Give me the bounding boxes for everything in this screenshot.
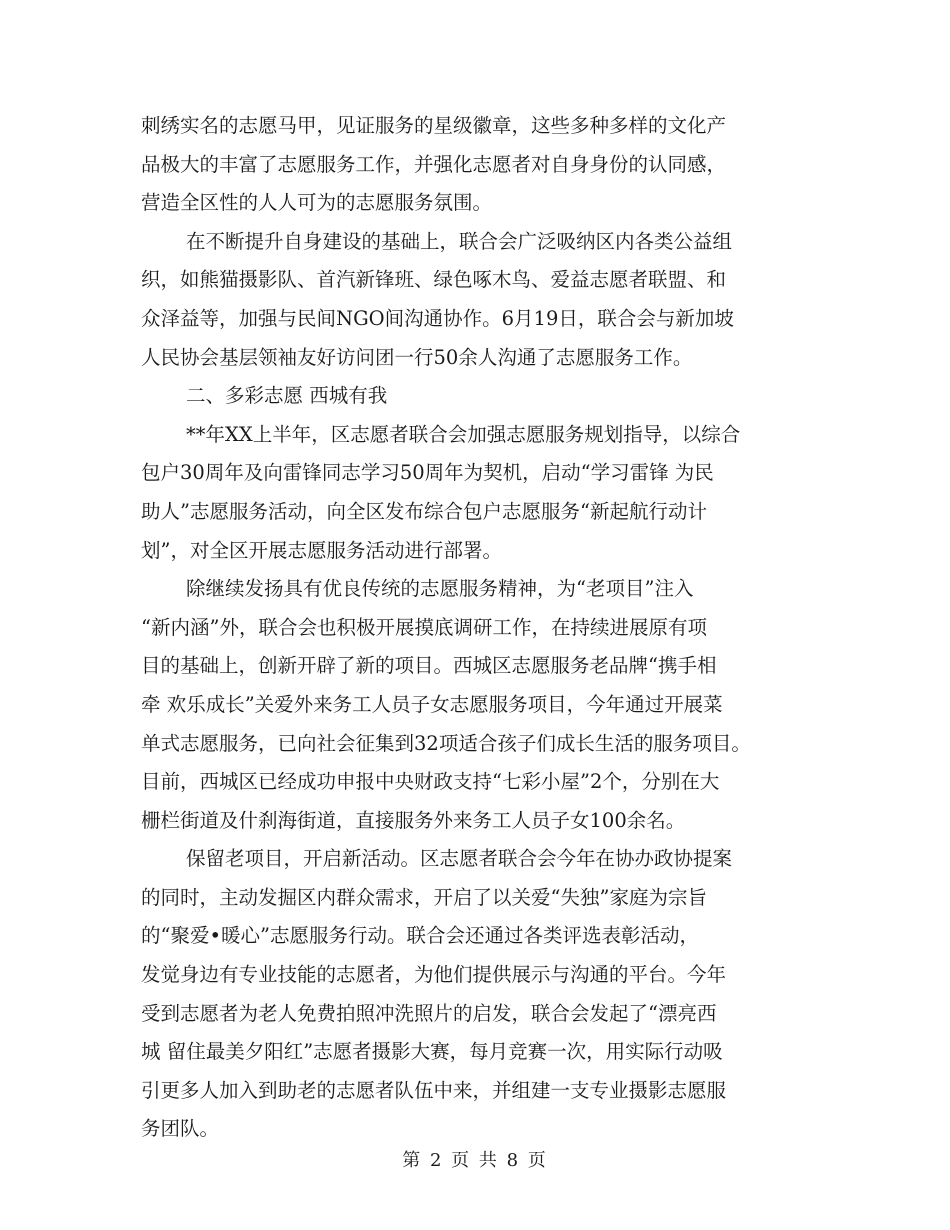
text-line: “新内涵”外，联合会也积极开展摸底调研工作，在持续进展原有项 [141,615,707,639]
text-line: 引更多人加入到助老的志愿者队伍中来，并组建一支专业摄影志愿服 [141,1078,727,1102]
text-line: 发觉身边有专业技能的志愿者，为他们提供展示与沟通的平台。今年 [141,963,727,987]
text-line: 保留老项目，开启新活动。区志愿者联合会今年在协办政协提案 [186,847,733,871]
text-line: 人民协会基层领袖友好访问团一行50余人沟通了志愿服务工作。 [141,345,693,369]
text-line: 助人”志愿服务活动，向全区发布综合包户志愿服务“新起航行动计 [141,499,707,523]
text-line: 受到志愿者为老人免费拍照冲洗照片的启发，联合会发起了“漂亮西 [141,1001,717,1025]
text-line: 品极大的丰富了志愿服务工作，并强化志愿者对自身身份的认同感， [141,152,727,176]
document-body [141,107,809,1149]
text-line: 目前，西城区已经成功申报中央财政支持“七彩小屋”2个，分别在大 [141,770,720,794]
text-line: 包户30周年及向雷锋同志学习50周年为契机，启动“学习雷锋 为民 [141,461,714,485]
text-line: 牵 欢乐成长”关爱外来务工人员子女志愿服务项目，今年通过开展菜 [141,692,723,716]
text-line: 除继续发扬具有优良传统的志愿服务精神，为“老项目”注入 [186,577,694,601]
text-line: 城 留住最美夕阳红”志愿者摄影大赛，每月竞赛一次，用实际行动吸 [141,1040,723,1064]
page-number-footer: 第 2 页 共 8 页 [402,1150,548,1171]
text-line: 务团队。 [141,1117,220,1141]
text-line: 的同时，主动发掘区内群众需求，开启了以关爱“失独”家庭为宗旨 [141,885,707,909]
text-line: 划”，对全区开展志愿服务活动进行部署。 [141,538,502,562]
text-line: 众泽益等，加强与民间NGO间沟通协作。6月19日，联合会与新加坡 [141,306,734,330]
text-line: 目的基础上，创新开辟了新的项目。西城区志愿服务老品牌“携手相 [141,654,717,678]
text-line: 营造全区性的人人可为的志愿服务氛围。 [141,191,493,215]
text-line: 在不断提升自身建设的基础上，联合会广泛吸纳区内各类公益组 [186,229,733,253]
text-line: 单式志愿服务，已向社会征集到32项适合孩子们成长生活的服务项目。 [141,731,751,755]
text-line: 二、多彩志愿 西城有我 [186,384,388,408]
text-line: **年XX上半年，区志愿者联合会加强志愿服务规划指导，以综合 [186,422,741,446]
text-line: 栅栏街道及什刹海街道，直接服务外来务工人员子女100余名。 [141,808,686,832]
text-line: 织，如熊猫摄影队、首汽新锋班、绿色啄木鸟、爱益志愿者联盟、和 [141,268,727,292]
text-line: 刺绣实名的志愿马甲，见证服务的星级徽章，这些多种多样的文化产 [141,114,727,137]
text-line: 的“聚爱•暖心”志愿服务行动。联合会还通过各类评选表彰活动， [141,924,699,948]
